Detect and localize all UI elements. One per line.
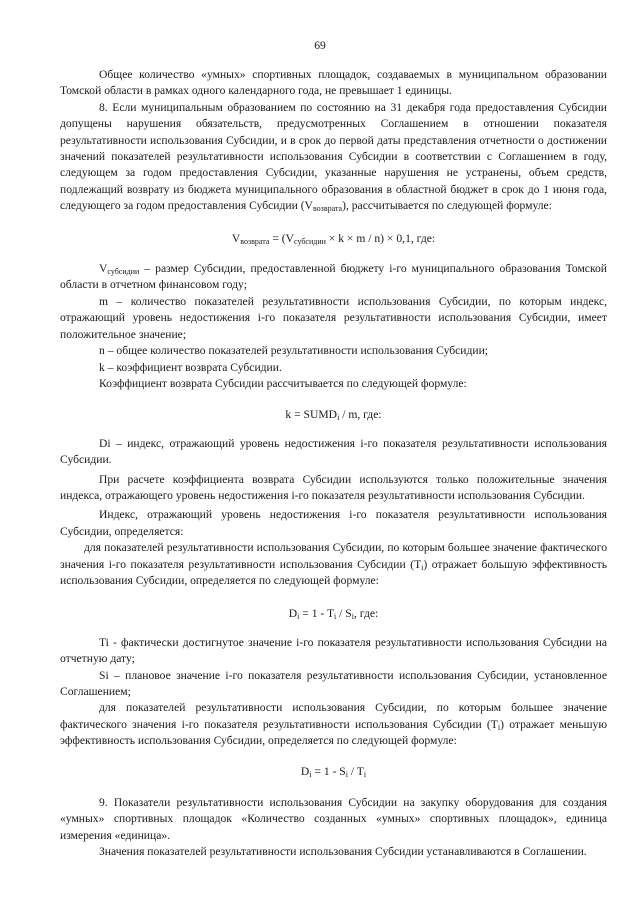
formula-k: $k = SUMD_i / m$, где: xyxy=(285,408,382,423)
page-number: 69 xyxy=(314,39,326,52)
paragraph-8-return-rule: 8. Если муниципальным образованием по состоянию на 31 декабря года предоставления Субсидии допущены нарушения обязательств, предусмотренных Соглашением в отношении показателя результативности использования Субсидии, и в срок до первой даты представления отчетности о достижении значений показателей результативности использования Субсидии в соответствии с Соглашением в году, следующем за годом предоставления Субсидии, указанные нарушения не устранены, объем средств, подлежащий возврату из бюджета муниципального образования в областной бюджет в срок до 1 июня года, следующего за годом предоставления Субсидии $(V_{возврата})$, рассчитывается по следующей формуле: xyxy=(60,100,607,214)
definition-m: m – количество показателей результативности использования Субсидии, по которым индекс, отражающий уровень недостижения i-го показателя результативности использования Субсидии, имеет положительное значение; xyxy=(60,294,607,341)
formula-di-greater-better: $D_i = 1 - T_i / S_i$, где: xyxy=(288,607,379,622)
paragraph-9-indicators: 9. Показатели результативности использования Субсидии на закупку оборудования для создания «умных» спортивных площадок «Количество созданных «умных» спортивных площадок», единица измерения «единица». xyxy=(60,796,607,842)
definition-si: Si – плановое значение i-го показателя результативности использования Субсидии, установленное Соглашением; xyxy=(60,668,607,698)
formula-return-volume: $V_{возврата} = (V_{субсидии} \times k \times m / n) \times 0,1$, где: xyxy=(231,231,436,246)
paragraph-index-determined: Индекс, отражающий уровень недостижения i-го показателя результативности использования Субсидии, определяется: xyxy=(60,508,607,538)
definition-n: n – общее количество показателей результативности использования Субсидии; xyxy=(99,344,489,358)
paragraph-sport-grounds-count: Общее количество «умных» спортивных площадок, создаваемых в муниципальном образовании Томской области в рамках одного календарного года, не превышает 1 единицы. xyxy=(60,68,607,98)
definition-di: Di – индекс, отражающий уровень недостижения i-го показателя результативности использования Субсидии. xyxy=(60,436,607,467)
paragraph-positive-values: При расчете коэффициента возврата Субсидии используются только положительные значения индекса, отражающего уровень недостижения i-го показателя результативности использования Субсидии. xyxy=(60,472,607,502)
paragraph-greater-worse: для показателей результативности использования Субсидии, по которым большее значение фактического значения i-го показателя результативности использования Субсидии $(T_i)$ отражает меньшую эффективность использования Субсидии, определяется по следующей формуле: xyxy=(60,701,607,748)
paragraph-k-formula-intro: Коэффициент возврата Субсидии рассчитывается по следующей формуле: xyxy=(99,376,467,390)
definition-ti: Ti - фактически достигнутое значение i-го показателя результативности использования Субсидии на отчетную дату; xyxy=(60,635,607,666)
paragraph-values-in-agreement: Значения показателей результативности использования Субсидии устанавливаются в Соглашении. xyxy=(99,845,587,859)
definition-v-subsidy: $V_{субсидии}$ – размер Субсидии, предоставленной бюджету i-го муниципального образования Томской области в отчетном финансовом году; xyxy=(60,262,607,292)
formula-di-greater-worse: $D_i = 1 - S_i / T_i$ xyxy=(300,764,367,779)
document-body xyxy=(60,67,607,861)
definition-k: k – коэффициент возврата Субсидии. xyxy=(99,360,282,374)
paragraph-greater-better: для показателей результативности использования Субсидии, по которым большее значение фактического значения i-го показателя результативности использования Субсидии $(T_i)$ отражает большую эффективность использования Субсидии, определяется по следующей формуле: xyxy=(60,541,607,587)
